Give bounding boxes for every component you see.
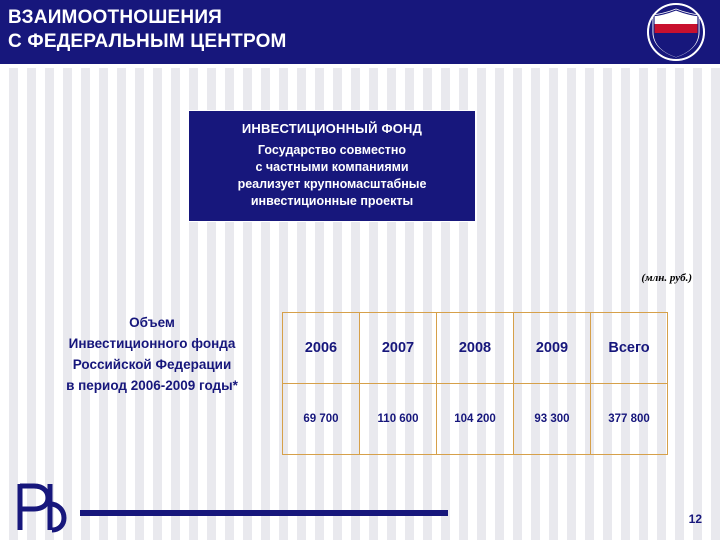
table-caption	[36, 312, 268, 420]
header-divider	[0, 64, 720, 68]
table-caption-line3: Российской Федерации	[72, 357, 232, 372]
investment-fund-table	[282, 312, 668, 455]
title-bar	[0, 0, 720, 64]
table-header-cell: Всего	[591, 313, 668, 384]
callout-body-line3: реализует крупномасштабные	[237, 177, 427, 191]
table-value-cell: 104 200	[437, 384, 514, 455]
table-value-cell: 93 300	[514, 384, 591, 455]
organization-logo-icon	[14, 480, 68, 534]
callout-body-line4: инвестиционные проекты	[250, 194, 414, 208]
table-header-cell: 2006	[283, 313, 360, 384]
table-caption-line1: Объем	[129, 315, 175, 330]
bottom-rule	[80, 510, 448, 516]
units-label: (млн. руб.)	[641, 272, 692, 284]
table-row	[283, 384, 668, 455]
table-value-cell: 110 600	[360, 384, 437, 455]
table-value-cell: 377 800	[591, 384, 668, 455]
table-header-cell: 2007	[360, 313, 437, 384]
page-title-line1: ВЗАИМООТНОШЕНИЯ	[8, 7, 223, 28]
callout-body	[189, 142, 475, 210]
investment-fund-callout	[188, 110, 476, 222]
callout-title: ИНВЕСТИЦИОННЫЙ ФОНД	[241, 121, 423, 136]
table-header-cell: 2008	[437, 313, 514, 384]
table-header-cell: 2009	[514, 313, 591, 384]
page-number: 12	[688, 512, 702, 526]
coat-of-arms-shield-icon	[642, 2, 710, 62]
table-caption-line2: Инвестиционного фонда	[68, 336, 236, 351]
table-caption-line4: в период 2006-2009 годы*	[66, 378, 238, 393]
page-title-line2: С ФЕДЕРАЛЬНЫМ ЦЕНТРОМ	[8, 31, 287, 52]
table-value-cell: 69 700	[283, 384, 360, 455]
callout-body-line2: с частными компаниями	[255, 160, 409, 174]
page-title	[8, 6, 608, 54]
callout-body-line1: Государство совместно	[257, 143, 407, 157]
table-row	[283, 313, 668, 384]
